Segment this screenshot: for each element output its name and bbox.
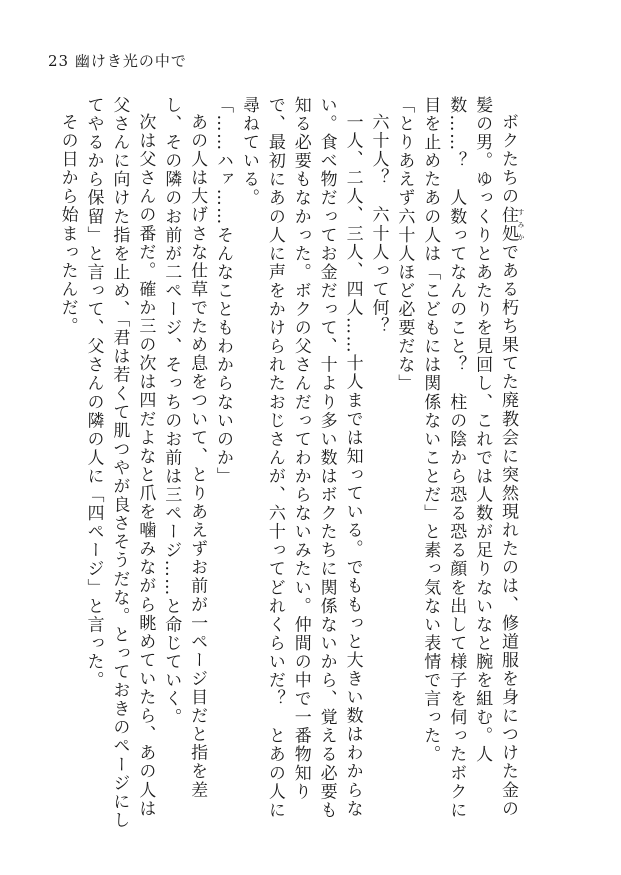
ruby-reading: すみか — [517, 205, 525, 243]
chapter-title: 幽けき光の中で — [74, 52, 187, 70]
running-header — [48, 50, 187, 71]
paragraph-1-pre: ボクたちの — [498, 113, 518, 206]
paragraph-6: あの人は大げさな仕草でため息をついて、とりあえずお前が一ページ目だと指を差し、その隣のお前が二ページ、そっちのお前は三ページ……と命じていく。 — [161, 96, 208, 800]
ruby-base: 住処 — [498, 205, 518, 243]
paragraph-2-dialog: 「とりあえず六十人ほど必要だな」 — [394, 96, 415, 393]
vertical-body-text — [57, 96, 525, 836]
paragraph-1-post: である朽ち果てた廃教会に突然現れたのは、修道服を身につけた金の髪の男。ゆっくりとあたりを見回し、これでは人数が足りないなと腕を組む。人数……？ 人数ってなんのこと？ 柱の陰から恐る恐る顔を出して様子を伺ったボクに目を止めたあの人は「こどもには関係ないことだ」と素っ気ない表情で言った。 — [420, 96, 518, 820]
paragraph-4: 一人、二人、三人、四人……十人までは知っている。でももっと大きい数はわからない。食べ物だってお金だって、十より多い数はボクたちに関係ないから、覚える必要も知る必要もなかった。ボクの父さんだってわからないみたい。仲間の中で一番物知りで、最初にあの人に声をかけられたおじさんが、六十ってどれくらいだ？ とあの人に尋ねている。 — [238, 96, 363, 820]
ruby-sumika — [498, 205, 525, 243]
paragraph-7: 次は父さんの番だ。確か三の次は四だよなと爪を噛みながら眺めていたら、あの人は父さんに向けた指を止め、「君は若くて肌つやが良さそうだな。とっておきのページにしてやるから保留」と言って、父さんの隣の人に「四ページ」と言った。 — [83, 96, 156, 830]
paragraph-1 — [416, 96, 525, 836]
paragraph-5-dialog: 「……ハァ……そんなこともわからないのか」 — [213, 96, 234, 486]
paragraph-3: 六十人？ 六十人って何？ — [368, 113, 389, 336]
page-number: 23 — [48, 52, 70, 70]
paragraph-8: その日から始まったんだ。 — [57, 113, 78, 336]
